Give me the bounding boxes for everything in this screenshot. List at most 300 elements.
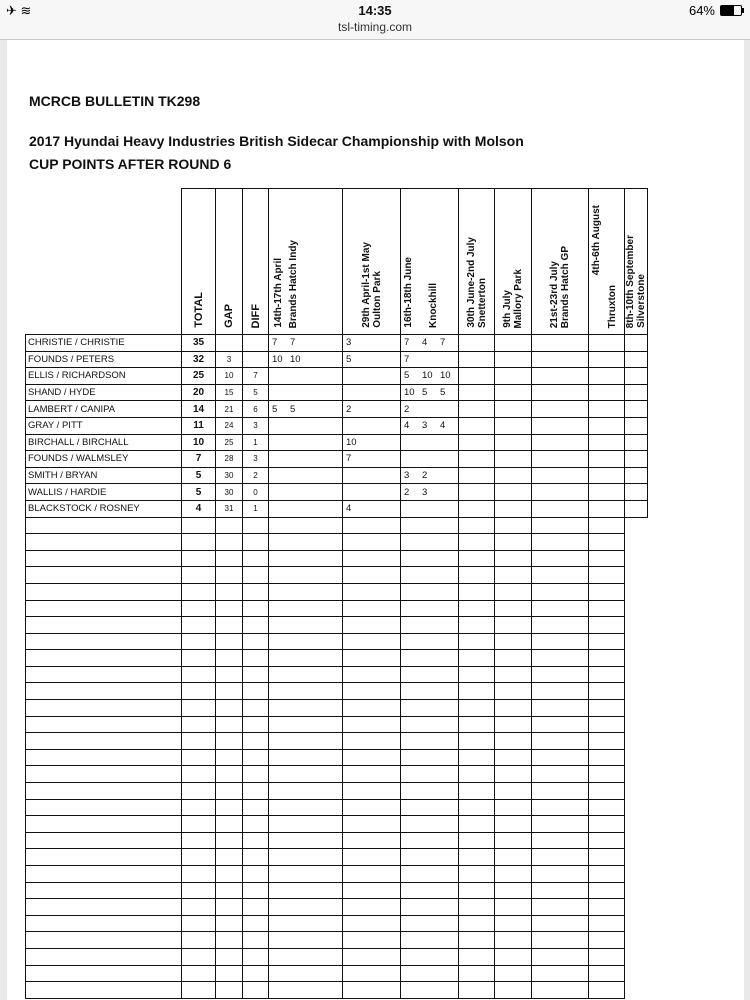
empty-cell bbox=[343, 783, 401, 800]
empty-cell bbox=[182, 666, 216, 683]
empty-row bbox=[26, 866, 648, 883]
empty-cell bbox=[495, 982, 532, 999]
empty-cell bbox=[532, 700, 589, 717]
header-round-1: 14th-17th April Brands Hatch Indy bbox=[269, 189, 343, 335]
round-7-points bbox=[589, 500, 625, 517]
empty-cell bbox=[243, 766, 269, 783]
empty-cell bbox=[26, 517, 182, 534]
round-8-points bbox=[625, 467, 648, 484]
gap-value: 15 bbox=[216, 384, 243, 401]
empty-cell bbox=[269, 783, 343, 800]
empty-cell bbox=[182, 567, 216, 584]
empty-cell bbox=[26, 749, 182, 766]
empty-cell bbox=[532, 932, 589, 949]
empty-row bbox=[26, 749, 648, 766]
round-8-points bbox=[625, 484, 648, 501]
round-1-points: 5 5 bbox=[269, 401, 343, 418]
empty-cell bbox=[269, 650, 343, 667]
document-title bbox=[29, 130, 649, 176]
empty-row bbox=[26, 948, 648, 965]
empty-cell bbox=[216, 683, 243, 700]
gap-value: 31 bbox=[216, 500, 243, 517]
empty-cell bbox=[216, 799, 243, 816]
round-5-points bbox=[495, 451, 532, 468]
empty-cell bbox=[182, 816, 216, 833]
total-points: 14 bbox=[182, 401, 216, 418]
round-1-points bbox=[269, 451, 343, 468]
table-row bbox=[26, 368, 648, 385]
empty-cell bbox=[532, 683, 589, 700]
empty-cell bbox=[401, 816, 459, 833]
empty-cell bbox=[495, 700, 532, 717]
empty-cell bbox=[459, 700, 495, 717]
diff-value bbox=[243, 335, 269, 352]
empty-cell bbox=[343, 666, 401, 683]
empty-cell bbox=[269, 550, 343, 567]
empty-cell bbox=[26, 666, 182, 683]
header-total: TOTAL bbox=[182, 189, 216, 335]
total-points: 4 bbox=[182, 500, 216, 517]
round-3-points: 7 bbox=[401, 351, 459, 368]
empty-cell bbox=[495, 899, 532, 916]
round-3-points: 7 4 7 bbox=[401, 335, 459, 352]
empty-cell bbox=[401, 948, 459, 965]
empty-cell bbox=[269, 915, 343, 932]
empty-cell bbox=[532, 915, 589, 932]
empty-cell bbox=[243, 534, 269, 551]
document-page bbox=[7, 40, 744, 1000]
empty-cell bbox=[343, 567, 401, 584]
round-4-points bbox=[459, 401, 495, 418]
empty-cell bbox=[459, 799, 495, 816]
round-5-points bbox=[495, 384, 532, 401]
round-3-points: 5 10 10 bbox=[401, 368, 459, 385]
round-3-points: 2 bbox=[401, 401, 459, 418]
empty-cell bbox=[26, 799, 182, 816]
empty-cell bbox=[343, 932, 401, 949]
round-8-points bbox=[625, 500, 648, 517]
empty-row bbox=[26, 783, 648, 800]
table-row bbox=[26, 417, 648, 434]
empty-cell bbox=[26, 683, 182, 700]
header-blank bbox=[26, 189, 182, 335]
round-7-points bbox=[589, 351, 625, 368]
empty-cell bbox=[182, 783, 216, 800]
empty-cell bbox=[589, 749, 625, 766]
empty-cell bbox=[401, 799, 459, 816]
empty-cell bbox=[401, 733, 459, 750]
empty-cell bbox=[401, 866, 459, 883]
empty-cell bbox=[343, 700, 401, 717]
empty-cell bbox=[216, 716, 243, 733]
empty-cell bbox=[589, 583, 625, 600]
rider-name: SHAND / HYDE bbox=[26, 384, 182, 401]
round-2-points bbox=[343, 368, 401, 385]
empty-cell bbox=[269, 534, 343, 551]
address-bar-url[interactable]: tsl-timing.com bbox=[337, 20, 412, 34]
empty-cell bbox=[343, 965, 401, 982]
header-round-4: 30th June-2nd JulySnetterton bbox=[459, 189, 495, 335]
empty-cell bbox=[401, 766, 459, 783]
empty-cell bbox=[243, 733, 269, 750]
empty-cell bbox=[589, 600, 625, 617]
round-8-points bbox=[625, 434, 648, 451]
diff-value: 0 bbox=[243, 484, 269, 501]
empty-cell bbox=[401, 700, 459, 717]
empty-cell bbox=[495, 965, 532, 982]
empty-row bbox=[26, 534, 648, 551]
empty-cell bbox=[532, 832, 589, 849]
round-8-points bbox=[625, 451, 648, 468]
empty-cell bbox=[243, 965, 269, 982]
empty-cell bbox=[532, 766, 589, 783]
empty-cell bbox=[343, 832, 401, 849]
empty-cell bbox=[243, 982, 269, 999]
round-3-points bbox=[401, 451, 459, 468]
gap-value: 24 bbox=[216, 417, 243, 434]
empty-cell bbox=[532, 749, 589, 766]
empty-cell bbox=[532, 633, 589, 650]
empty-cell bbox=[243, 567, 269, 584]
table-row bbox=[26, 384, 648, 401]
empty-cell bbox=[343, 733, 401, 750]
empty-cell bbox=[182, 700, 216, 717]
empty-cell bbox=[532, 600, 589, 617]
title-line-1: 2017 Hyundai Heavy Industries British Sidecar Championship with Molson bbox=[29, 133, 524, 149]
gap-value: 30 bbox=[216, 484, 243, 501]
round-2-points bbox=[343, 467, 401, 484]
empty-cell bbox=[26, 816, 182, 833]
round-1-points: 10 10 bbox=[269, 351, 343, 368]
empty-cell bbox=[343, 633, 401, 650]
table-row bbox=[26, 351, 648, 368]
round-5-points bbox=[495, 500, 532, 517]
empty-cell bbox=[589, 534, 625, 551]
empty-cell bbox=[401, 716, 459, 733]
empty-cell bbox=[401, 899, 459, 916]
empty-cell bbox=[532, 948, 589, 965]
round-2-points: 7 bbox=[343, 451, 401, 468]
empty-cell bbox=[269, 666, 343, 683]
total-points: 7 bbox=[182, 451, 216, 468]
empty-cell bbox=[401, 617, 459, 634]
empty-cell bbox=[459, 567, 495, 584]
empty-cell bbox=[269, 716, 343, 733]
empty-cell bbox=[532, 617, 589, 634]
round-3-points: 4 3 4 bbox=[401, 417, 459, 434]
empty-cell bbox=[269, 567, 343, 584]
empty-cell bbox=[269, 882, 343, 899]
empty-cell bbox=[495, 716, 532, 733]
round-4-points bbox=[459, 384, 495, 401]
empty-cell bbox=[26, 832, 182, 849]
empty-cell bbox=[243, 700, 269, 717]
empty-cell bbox=[216, 600, 243, 617]
empty-cell bbox=[459, 965, 495, 982]
round-4-points bbox=[459, 335, 495, 352]
empty-cell bbox=[243, 550, 269, 567]
empty-cell bbox=[495, 683, 532, 700]
gap-value: 28 bbox=[216, 451, 243, 468]
empty-cell bbox=[459, 915, 495, 932]
round-3-points: 2 3 bbox=[401, 484, 459, 501]
empty-cell bbox=[495, 550, 532, 567]
round-2-points bbox=[343, 384, 401, 401]
empty-cell bbox=[182, 849, 216, 866]
empty-cell bbox=[589, 932, 625, 949]
empty-cell bbox=[495, 799, 532, 816]
empty-cell bbox=[269, 600, 343, 617]
empty-cell bbox=[269, 866, 343, 883]
round-6-points bbox=[532, 434, 589, 451]
empty-cell bbox=[243, 915, 269, 932]
empty-cell bbox=[495, 849, 532, 866]
empty-row bbox=[26, 733, 648, 750]
empty-cell bbox=[459, 583, 495, 600]
empty-cell bbox=[269, 982, 343, 999]
empty-cell bbox=[26, 633, 182, 650]
round-2-points: 3 bbox=[343, 335, 401, 352]
empty-cell bbox=[589, 550, 625, 567]
empty-cell bbox=[401, 882, 459, 899]
round-1-points: 7 7 bbox=[269, 335, 343, 352]
empty-cell bbox=[532, 650, 589, 667]
round-6-points bbox=[532, 417, 589, 434]
empty-cell bbox=[182, 932, 216, 949]
round-7-points bbox=[589, 417, 625, 434]
empty-cell bbox=[269, 766, 343, 783]
empty-cell bbox=[459, 832, 495, 849]
rider-name: WALLIS / HARDIE bbox=[26, 484, 182, 501]
empty-cell bbox=[182, 633, 216, 650]
empty-cell bbox=[343, 583, 401, 600]
empty-cell bbox=[459, 766, 495, 783]
empty-cell bbox=[243, 633, 269, 650]
table-row bbox=[26, 434, 648, 451]
empty-cell bbox=[495, 534, 532, 551]
empty-cell bbox=[243, 617, 269, 634]
round-1-points bbox=[269, 467, 343, 484]
empty-row bbox=[26, 567, 648, 584]
diff-value: 1 bbox=[243, 500, 269, 517]
round-8-points bbox=[625, 351, 648, 368]
empty-cell bbox=[459, 666, 495, 683]
round-5-points bbox=[495, 351, 532, 368]
header-gap: GAP bbox=[216, 189, 243, 335]
empty-cell bbox=[589, 766, 625, 783]
empty-cell bbox=[532, 799, 589, 816]
empty-cell bbox=[26, 849, 182, 866]
empty-cell bbox=[182, 749, 216, 766]
rider-name: CHRISTIE / CHRISTIE bbox=[26, 335, 182, 352]
empty-cell bbox=[589, 733, 625, 750]
empty-cell bbox=[459, 683, 495, 700]
round-6-points bbox=[532, 467, 589, 484]
empty-cell bbox=[459, 633, 495, 650]
empty-cell bbox=[26, 882, 182, 899]
empty-cell bbox=[343, 600, 401, 617]
empty-cell bbox=[589, 965, 625, 982]
empty-cell bbox=[216, 633, 243, 650]
round-5-points bbox=[495, 368, 532, 385]
empty-cell bbox=[459, 650, 495, 667]
empty-cell bbox=[589, 882, 625, 899]
rider-name: SMITH / BRYAN bbox=[26, 467, 182, 484]
empty-cell bbox=[216, 783, 243, 800]
empty-cell bbox=[269, 633, 343, 650]
empty-cell bbox=[495, 816, 532, 833]
empty-cell bbox=[401, 517, 459, 534]
table-row bbox=[26, 500, 648, 517]
empty-cell bbox=[495, 650, 532, 667]
empty-cell bbox=[216, 849, 243, 866]
empty-cell bbox=[495, 915, 532, 932]
empty-cell bbox=[182, 650, 216, 667]
empty-cell bbox=[216, 932, 243, 949]
empty-cell bbox=[26, 766, 182, 783]
empty-cell bbox=[343, 915, 401, 932]
empty-cell bbox=[401, 583, 459, 600]
round-1-points bbox=[269, 500, 343, 517]
battery-indicator bbox=[689, 3, 742, 18]
empty-cell bbox=[343, 766, 401, 783]
empty-row bbox=[26, 799, 648, 816]
rider-name: LAMBERT / CANIPA bbox=[26, 401, 182, 418]
round-5-points bbox=[495, 467, 532, 484]
empty-cell bbox=[182, 915, 216, 932]
empty-cell bbox=[532, 517, 589, 534]
round-1-points bbox=[269, 434, 343, 451]
empty-cell bbox=[243, 799, 269, 816]
table-row bbox=[26, 467, 648, 484]
empty-cell bbox=[401, 550, 459, 567]
total-points: 5 bbox=[182, 467, 216, 484]
gap-value: 25 bbox=[216, 434, 243, 451]
empty-cell bbox=[459, 866, 495, 883]
empty-cell bbox=[216, 816, 243, 833]
empty-cell bbox=[459, 749, 495, 766]
empty-row bbox=[26, 683, 648, 700]
empty-cell bbox=[459, 534, 495, 551]
round-2-points: 4 bbox=[343, 500, 401, 517]
round-3-points: 10 5 5 bbox=[401, 384, 459, 401]
empty-cell bbox=[532, 550, 589, 567]
airplane-wifi-icons: ✈ ≋ bbox=[6, 3, 32, 18]
round-7-points bbox=[589, 451, 625, 468]
empty-cell bbox=[182, 583, 216, 600]
empty-cell bbox=[243, 683, 269, 700]
empty-cell bbox=[216, 650, 243, 667]
empty-cell bbox=[589, 899, 625, 916]
empty-cell bbox=[182, 866, 216, 883]
round-1-points bbox=[269, 417, 343, 434]
empty-cell bbox=[216, 866, 243, 883]
empty-cell bbox=[243, 749, 269, 766]
empty-cell bbox=[182, 965, 216, 982]
gap-value: 3 bbox=[216, 351, 243, 368]
empty-cell bbox=[459, 899, 495, 916]
round-4-points bbox=[459, 500, 495, 517]
empty-cell bbox=[343, 550, 401, 567]
empty-cell bbox=[26, 982, 182, 999]
rider-name: BLACKSTOCK / ROSNEY bbox=[26, 500, 182, 517]
empty-cell bbox=[26, 899, 182, 916]
empty-cell bbox=[495, 948, 532, 965]
empty-cell bbox=[216, 534, 243, 551]
empty-cell bbox=[589, 517, 625, 534]
empty-cell bbox=[26, 550, 182, 567]
empty-cell bbox=[182, 517, 216, 534]
empty-cell bbox=[26, 915, 182, 932]
empty-cell bbox=[459, 783, 495, 800]
empty-cell bbox=[243, 816, 269, 833]
gap-value: 30 bbox=[216, 467, 243, 484]
empty-cell bbox=[532, 982, 589, 999]
empty-cell bbox=[589, 948, 625, 965]
empty-cell bbox=[459, 849, 495, 866]
round-8-points bbox=[625, 368, 648, 385]
empty-cell bbox=[459, 816, 495, 833]
diff-value bbox=[243, 351, 269, 368]
empty-cell bbox=[495, 633, 532, 650]
round-8-points bbox=[625, 401, 648, 418]
empty-cell bbox=[269, 799, 343, 816]
empty-cell bbox=[269, 683, 343, 700]
empty-cell bbox=[589, 617, 625, 634]
diff-value: 3 bbox=[243, 451, 269, 468]
header-round-6: 21st-23rd JulyBrands Hatch GP bbox=[532, 189, 589, 335]
gap-value bbox=[216, 335, 243, 352]
empty-cell bbox=[343, 948, 401, 965]
empty-cell bbox=[343, 716, 401, 733]
empty-cell bbox=[269, 965, 343, 982]
empty-cell bbox=[26, 948, 182, 965]
empty-row bbox=[26, 832, 648, 849]
empty-cell bbox=[495, 783, 532, 800]
table-row bbox=[26, 484, 648, 501]
empty-cell bbox=[269, 849, 343, 866]
empty-row bbox=[26, 899, 648, 916]
rider-name: ELLIS / RICHARDSON bbox=[26, 368, 182, 385]
empty-cell bbox=[495, 583, 532, 600]
empty-cell bbox=[589, 816, 625, 833]
header-round-3: 16th-18th June Knockhill bbox=[401, 189, 459, 335]
empty-cell bbox=[216, 982, 243, 999]
empty-cell bbox=[401, 982, 459, 999]
empty-cell bbox=[532, 882, 589, 899]
round-6-points bbox=[532, 351, 589, 368]
round-7-points bbox=[589, 384, 625, 401]
empty-cell bbox=[343, 816, 401, 833]
empty-cell bbox=[495, 600, 532, 617]
empty-cell bbox=[269, 733, 343, 750]
empty-cell bbox=[589, 915, 625, 932]
round-1-points bbox=[269, 368, 343, 385]
empty-cell bbox=[589, 832, 625, 849]
empty-row bbox=[26, 700, 648, 717]
empty-cell bbox=[243, 666, 269, 683]
round-2-points bbox=[343, 484, 401, 501]
round-3-points: 3 2 bbox=[401, 467, 459, 484]
empty-cell bbox=[401, 749, 459, 766]
round-8-points bbox=[625, 335, 648, 352]
empty-cell bbox=[532, 583, 589, 600]
empty-cell bbox=[532, 666, 589, 683]
round-6-points bbox=[532, 401, 589, 418]
empty-cell bbox=[182, 899, 216, 916]
empty-cell bbox=[401, 915, 459, 932]
empty-cell bbox=[182, 733, 216, 750]
